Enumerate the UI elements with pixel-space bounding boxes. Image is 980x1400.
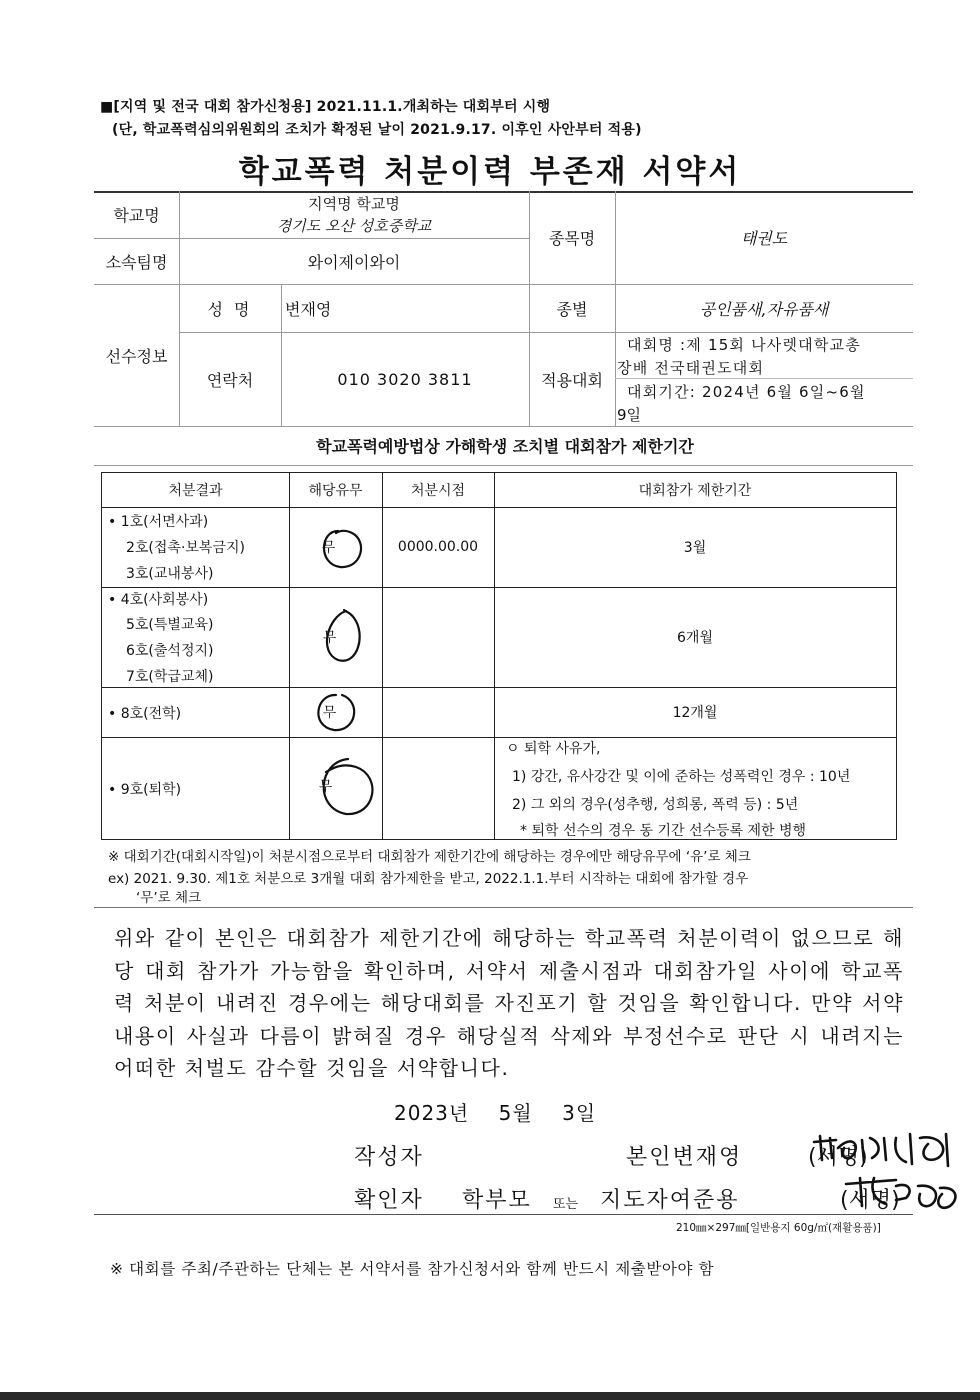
notice-line-2: (단, 학교폭력심의위원회의 조치가 확정된 날이 2021.9.17. 이후인 사안부터 적용): [112, 122, 642, 138]
row4-period-line-2: 1) 강간, 유사강간 및 이에 준하는 성폭력인 경우 : 10년: [512, 769, 851, 785]
name-label: 성 명: [207, 299, 253, 319]
row3-applicable: 무: [322, 705, 337, 721]
team-value: 와이제이와이: [307, 252, 401, 272]
row1-applicable: 무: [321, 540, 336, 556]
school-sub-label: 지역명 학교명: [308, 194, 400, 213]
col-header-applicable: 해당유무: [308, 483, 363, 499]
author-sign-label: (서명): [808, 1145, 868, 1170]
pledge-statement: 위와 같이 본인은 대회참가 제한기간에 해당하는 학교폭력 처분이력이 없으므로 해당 대회 참가가 가능함을 확인하며, 서약서 제출시점과 대회참가일 사이에 학교폭력 처분이 내려진 경우에는 해당대회를 자진포기 할 것임을 확인합니다. 만약 서약내용이 사실과 다름이 밝혀질 경우 해당실적 삭제와 부정선수로 판단 시 내려지는 어떠한 처벌도 감수할 것임을 서약합니다.: [114, 926, 904, 1080]
note-2-line-2: ‘무’로 체크: [136, 890, 202, 906]
circle-mark-row2: [327, 610, 360, 661]
col-header-date: 처분시점: [410, 483, 466, 499]
notice-line-1: ■[지역 및 전국 대회 참가신청용] 2021.11.1.개최하는 대회부터 시행: [100, 99, 551, 115]
final-note: ※ 대회를 주최/주관하는 단체는 본 서약서를 참가신청서와 함께 반드시 제출받아야 함: [110, 1260, 715, 1278]
circle-mark-row4: [324, 759, 373, 814]
row1-item-1: • 1호(서면사과): [108, 514, 209, 530]
row1-period: 3월: [683, 540, 707, 556]
team-label: 소속팀명: [105, 252, 168, 272]
paper-spec: 210㎜×297㎜[일반용지 60g/㎡(재활용품)]: [676, 1222, 881, 1234]
row2-item-3: 6호(출석정지): [126, 643, 214, 659]
confirm-label: 확인자: [354, 1188, 424, 1213]
school-name-value: 경기도 오산 성호중학교: [276, 216, 432, 235]
coach-name: 지도자여준용: [600, 1188, 740, 1213]
row2-item-2: 5호(특별교육): [126, 617, 214, 633]
page-title: 학교폭력 처분이력 부존재 서약서: [238, 154, 742, 190]
category-label: 종별: [556, 299, 588, 319]
event-label: 종목명: [548, 229, 596, 248]
col-header-result: 처분결과: [168, 483, 223, 499]
name-value: 변재영: [285, 299, 332, 319]
player-info-label: 선수정보: [105, 346, 168, 366]
category-value: 공인품새,자유품새: [699, 299, 829, 319]
competition-period-line-1: 대회기간: 2024년 6월 6일~6월: [627, 383, 866, 401]
signature-coach-scribble: [846, 1178, 955, 1208]
row2-period: 6개월: [677, 630, 713, 646]
circle-mark-row3: [318, 695, 354, 730]
or-label: 또는: [553, 1197, 579, 1212]
row2-item-1: • 4호(사회봉사): [108, 592, 209, 608]
signature-author-scribble: [814, 1134, 948, 1166]
viewer-bottom-bar: [0, 1392, 980, 1400]
guardian-label: 학부모: [462, 1188, 532, 1213]
col-header-period: 대회참가 제한기간: [638, 483, 752, 499]
contact-value: 010 3020 3811: [337, 369, 473, 389]
row3-item-1: • 8호(전학): [108, 706, 182, 722]
handwritten-signatures: [800, 1128, 965, 1218]
sign-date: 2023년 5월 3일: [394, 1101, 597, 1125]
note-2-line-1: ex) 2021. 9.30. 제1호 처분으로 3개월 대회 참가제한을 받고, 2022.1.1.부터 시작하는 대회에 참가할 경우: [108, 871, 749, 887]
coach-sign-label: (서명): [840, 1188, 900, 1213]
competition-label: 적용대회: [541, 370, 603, 390]
row2-item-4: 7호(학급교체): [126, 669, 214, 685]
author-name: 본인변재영: [626, 1145, 743, 1170]
row2-applicable: 무: [322, 630, 337, 646]
author-label: 작성자: [354, 1145, 424, 1170]
row1-item-2: 2호(접촉·보복금지): [126, 540, 245, 556]
competition-name-line-1: 대회명 :제 15회 나사렛대학교총: [627, 336, 861, 354]
row4-period-line-1: ㅇ 퇴학 사유가,: [506, 741, 601, 757]
divider: [94, 907, 913, 908]
competition-name-line-2: 장배 전국태권도대회: [617, 359, 765, 377]
signature-divider: [94, 1214, 913, 1215]
circle-mark-row1: [324, 531, 361, 567]
note-1: ※ 대회기간(대회시작일)이 처분시점으로부터 대회참가 제한기간에 해당하는 경우에만 해당유무에 ‘유’로 체크: [108, 849, 751, 865]
restriction-heading: 학교폭력예방법상 가해학생 조치별 대회참가 제한기간: [316, 437, 694, 456]
row4-period-line-4: * 퇴학 선수의 경우 동 기간 선수등록 제한 병행: [520, 823, 807, 839]
row1-item-3: 3호(교내봉사): [126, 566, 214, 582]
school-label: 학교명: [113, 206, 160, 225]
row4-item-1: • 9호(퇴학): [108, 782, 182, 798]
row4-applicable: 무: [318, 779, 333, 795]
row3-period: 12개월: [672, 705, 718, 721]
event-value: 태권도: [740, 229, 788, 248]
row4-period-line-3: 2) 그 외의 경우(성추행, 성희롱, 폭력 등) : 5년: [512, 797, 799, 813]
row1-date: 0000.00.00: [397, 539, 479, 555]
competition-period-line-2: 9일: [617, 406, 642, 424]
contact-label: 연락처: [206, 370, 254, 390]
